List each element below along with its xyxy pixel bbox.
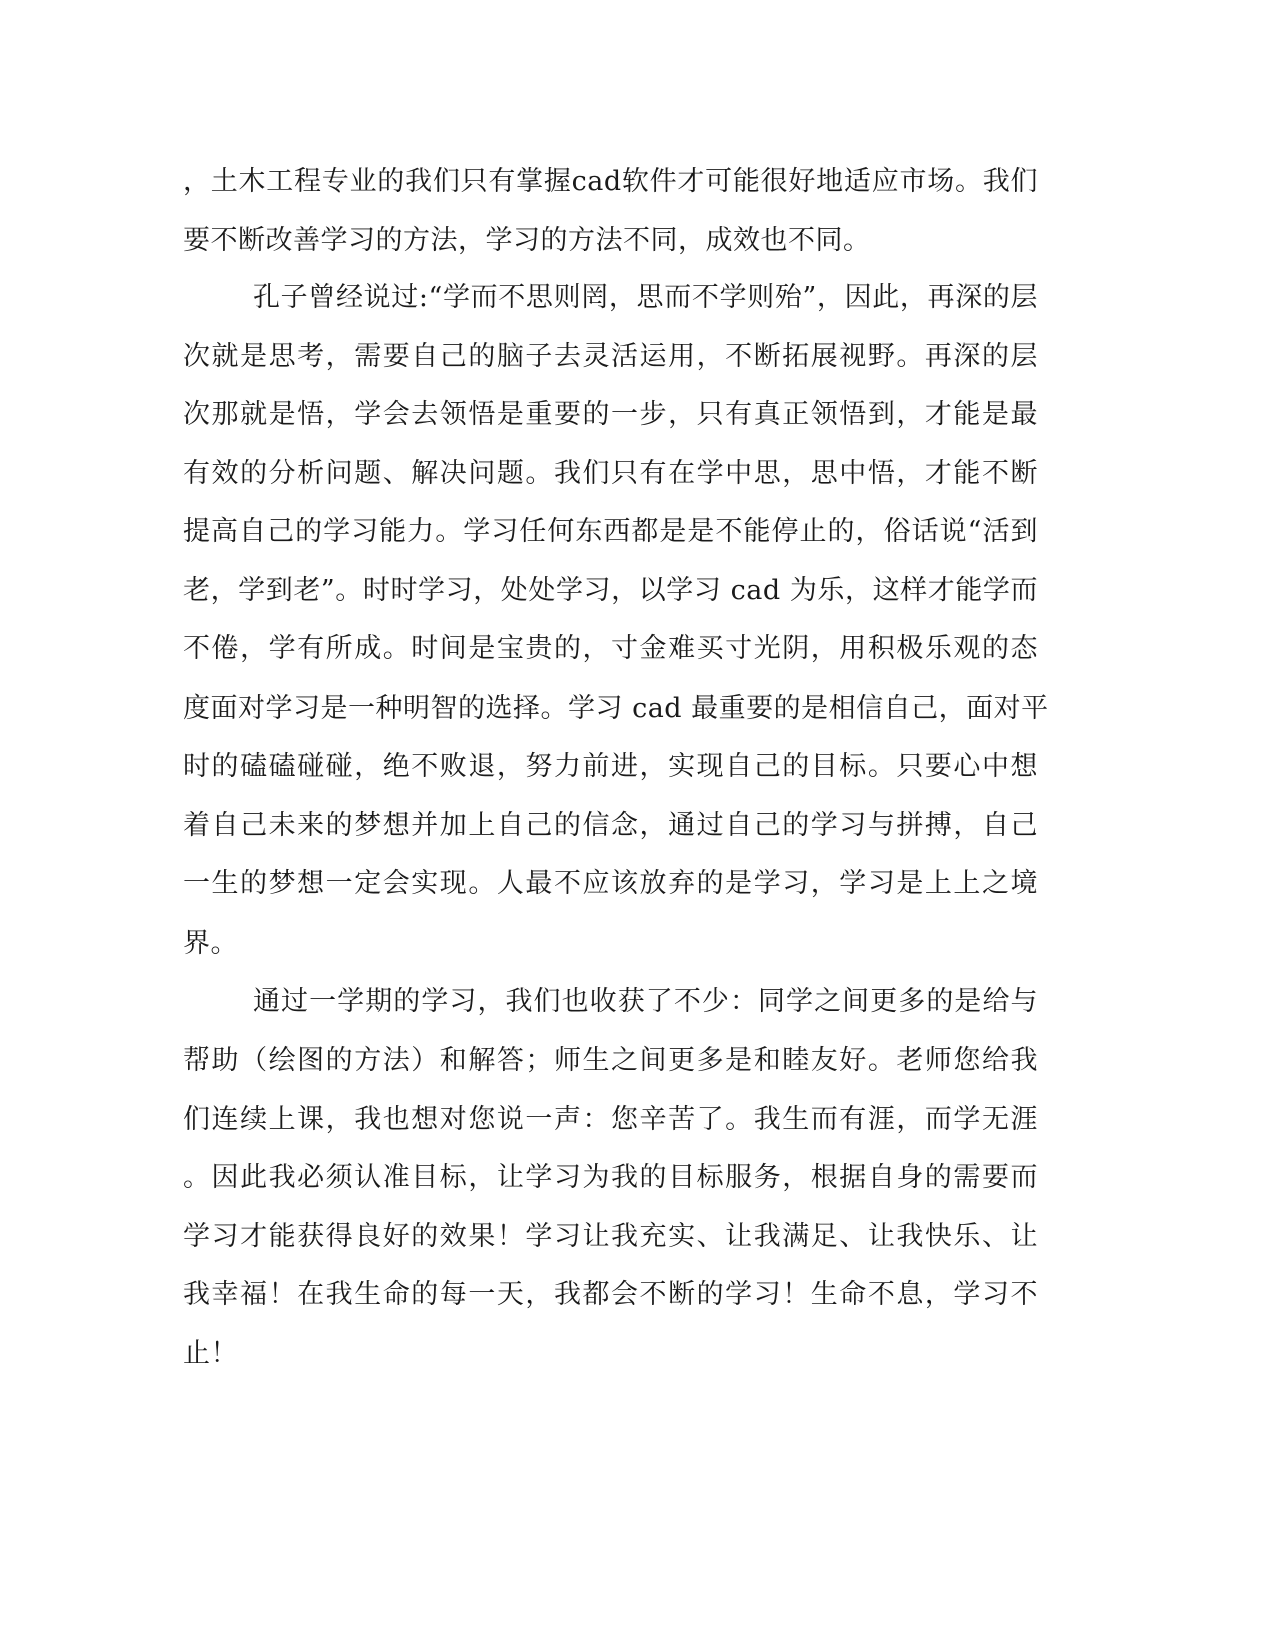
text-line: 我幸福！在我生命的每一天，我都会不断的学习！生命不息，学习不 [183, 1279, 1038, 1310]
text-line: 们连续上课，我也想对您说一声：您辛苦了。我生而有涯，而学无涯 [183, 1104, 1038, 1135]
text-line: 止！ [183, 1338, 238, 1369]
text-line: 学习才能获得良好的效果！学习让我充实、让我满足、让我快乐、让 [183, 1221, 1038, 1252]
text-line: 次就是思考，需要自己的脑子去灵活运用，不断拓展视野。再深的层 [183, 341, 1038, 372]
text-line: 不倦，学有所成。时间是宝贵的，寸金难买寸光阴，用积极乐观的态 [183, 633, 1038, 664]
text-line: 要不断改善学习的方法，学习的方法不同，成效也不同。 [183, 225, 871, 256]
text-line: 界。 [183, 928, 238, 959]
text-line: 孔子曾经说过:“学而不思则罔，思而不学则殆”，因此，再深的层 [253, 282, 1038, 313]
text-line: 时的磕磕碰碰，绝不败退，努力前进，实现自己的目标。只要心中想 [183, 751, 1038, 782]
text-line: 着自己未来的梦想并加上自己的信念，通过自己的学习与拼搏，自己 [183, 810, 1038, 841]
text-line: 。因此我必须认准目标，让学习为我的目标服务，根据自身的需要而 [183, 1162, 1038, 1193]
text-line: 次那就是悟，学会去领悟是重要的一步，只有真正领悟到，才能是最 [183, 399, 1038, 430]
text-line: 提高自己的学习能力。学习任何东西都是是不能停止的，俗话说“活到 [183, 516, 1038, 547]
text-line: 通过一学期的学习，我们也收获了不少：同学之间更多的是给与 [253, 986, 1038, 1017]
text-line: 老，学到老”。时时学习，处处学习，以学习 cad 为乐，这样才能学而 [183, 575, 1038, 606]
text-line: ，土木工程专业的我们只有掌握cad软件才可能很好地适应市场。我们 [183, 166, 1038, 197]
text-line: 度面对学习是一种明智的选择。学习 cad 最重要的是相信自己，面对平 [183, 693, 1049, 724]
text-line: 帮助（绘图的方法）和解答；师生之间更多是和睦友好。老师您给我 [183, 1045, 1038, 1076]
text-line: 有效的分析问题、解决问题。我们只有在学中思，思中悟，才能不断 [183, 458, 1038, 489]
text-line: 一生的梦想一定会实现。人最不应该放弃的是学习，学习是上上之境 [183, 868, 1038, 899]
